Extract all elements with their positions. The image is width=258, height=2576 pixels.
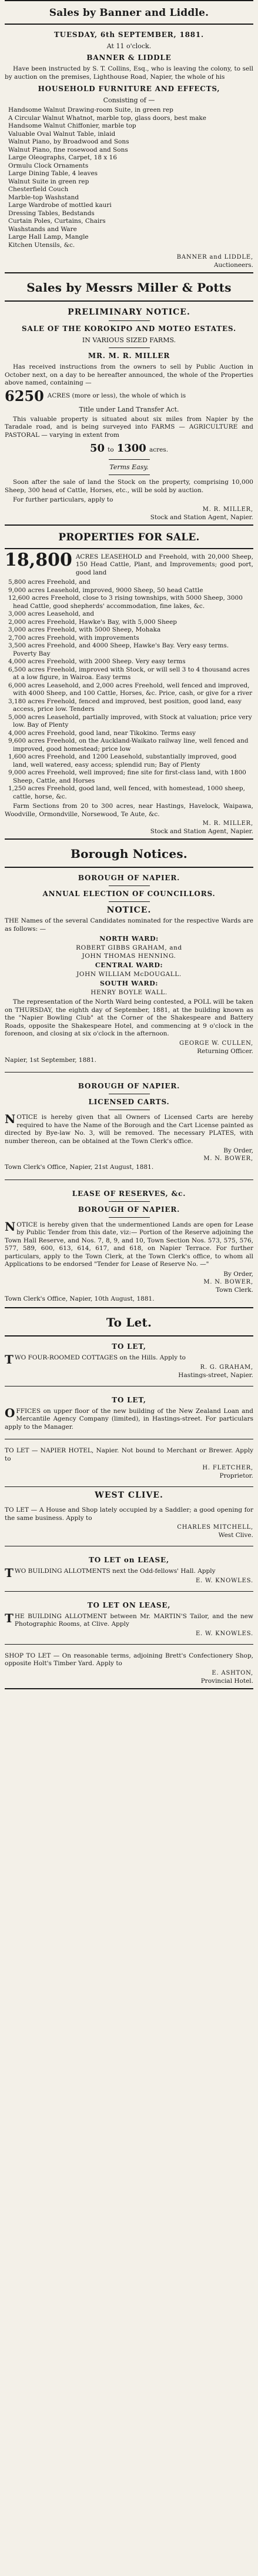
divider xyxy=(5,1644,253,1645)
banner-item-list xyxy=(5,106,253,249)
list-item: 9,000 acres Leasehold, improved, 9000 Sheep, 50 head Cattle xyxy=(8,586,203,594)
borough-b1-sub: ANNUAL ELECTION OF COUNCILLORS. xyxy=(42,890,216,898)
tolet-shop xyxy=(5,1648,253,1688)
list-item: 1,250 acres Freehold, good land, well fenced, with homestead, 1000 sheep, cattle, horse, &c. xyxy=(8,785,245,800)
list-item: 3,000 acres Leasehold, and xyxy=(8,610,95,617)
divider xyxy=(109,901,150,902)
list-item: Handsome Walnut Chiffonier, marble top xyxy=(8,122,136,129)
list-item: Curtain Poles, Curtains, Chairs xyxy=(8,218,106,225)
bottom-rule xyxy=(5,1688,253,1689)
tolet-a7-sig1: E. ASHTON, xyxy=(212,1669,253,1676)
divider xyxy=(109,1217,150,1218)
list-item: 3,000 acres Freehold, with 5000 Sheep, Mohaka xyxy=(8,626,161,633)
west-clive-header: WEST CLIVE. xyxy=(95,1491,163,1500)
south-ward-candidates xyxy=(5,988,253,997)
list-item: 2,000 acres Freehold, Hawke's Bay, with 5,000 Sheep xyxy=(8,618,177,626)
tolet-cottages xyxy=(5,1337,253,1382)
north-ward-label: NORTH WARD: xyxy=(99,935,159,943)
borough-b3-date: Town Clerk's Office, Napier, 10th August, 1881. xyxy=(5,1295,155,1302)
banner-signature: BANNER and LIDDLE, xyxy=(176,254,253,260)
miller-range-unit: acres. xyxy=(149,446,169,453)
properties-header: PROPERTIES FOR SALE. xyxy=(58,531,200,543)
tolet-a3-sig2: Proprietor. xyxy=(219,1472,253,1479)
divider xyxy=(109,1201,150,1202)
tolet-hotel xyxy=(5,1443,253,1483)
tolet-a4-sig1: CHARLES MITCHELL, xyxy=(177,1524,253,1531)
list-item: Large Hall Lamp, Mangle xyxy=(8,233,89,240)
miller-acres-row xyxy=(5,389,253,403)
tolet-offices xyxy=(5,1390,253,1436)
banner-consisting: Consisting of — xyxy=(103,96,155,104)
list-item: Large Wardrobe of mottled kauri xyxy=(8,202,112,209)
tolet-a4-sig2: West Clive. xyxy=(218,1532,253,1539)
miller-sig1: M. R. MILLER, xyxy=(202,506,253,513)
properties-sig1: M. R. MILLER, xyxy=(202,820,253,827)
list-item: 9,000 acres Freehold, well improved; fine site for first-class land, with 1800 Sheep, Cattle, and Horses xyxy=(8,769,246,784)
list-item: 6,500 acres Freehold, improved with Stock, or will sell 3 to 4 thousand acres at a low figure, in Wairoa. Easy terms xyxy=(8,666,250,681)
banner-header: Sales by Banner and Liddle. xyxy=(49,7,209,19)
tolet-a2-body: OFFICES on upper floor of the new building of the New Zealand Loan and Mercantile Agency Company (limited), in Hastings-street. For particulars apply to the Manager. xyxy=(5,1405,253,1431)
central-ward-candidates xyxy=(5,970,253,978)
miller-particulars: For further particulars, apply to xyxy=(13,496,113,503)
candidate-name: JOHN THOMAS HENNING. xyxy=(82,953,176,960)
candidate-name: ROBERT GIBBS GRAHAM, and xyxy=(76,944,182,951)
list-item: Walnut Piano, by Broadwood and Sons xyxy=(8,138,129,145)
divider xyxy=(109,320,150,321)
borough-lease-notice xyxy=(5,1184,253,1308)
tolet-a1-sig1: R. G. GRAHAM, xyxy=(200,1364,253,1371)
candidate-name: HENRY BOYLE WALL. xyxy=(91,989,167,996)
list-item: 2,700 acres Freehold, with improvements xyxy=(8,634,139,642)
properties-farm-note: Farm Sections from 20 to 300 acres, near Hastings, Havelock, Waipawa, Woodville, Ormondville, Norsewood, Te Aute, &c. xyxy=(5,803,253,818)
miller-stock-note: Soon after the sale of land the Stock on the property, comprising 10,000 Sheep, 300 head of Cattle, Horses, etc., will be sold by auction. xyxy=(5,479,253,494)
properties-item-list xyxy=(5,579,253,801)
miller-ad xyxy=(5,302,253,524)
list-item: Walnut Suite in green rep xyxy=(8,178,89,185)
list-item: Walnut Piano, fine rosewood and Sons xyxy=(8,146,128,153)
tolet-a1-title: TO LET, xyxy=(112,1342,146,1351)
miller-notice-type: PRELIMINARY NOTICE. xyxy=(68,308,190,317)
borough-b3-body: NOTICE is hereby given that the undermentioned Lands are open for Lease by Public Tender from this date, viz:— Portion of the Reserve adjoining the Town Hall Reserve, and Nos. 7, 8, 9, and 10, Town Section Nos. 573, 575, 576, 577, 589, 600, 613, 614, 617, and 618, on Napier Terrace. For further particulars, apply to the Town Clerk, at the Town Clerk's office, to whom all Applications to be endorsed "Tender for Lease of Reserve No. —" xyxy=(5,1219,253,1268)
miller-agent: MR. M. R. MILLER xyxy=(88,352,170,360)
list-item: Valuable Oval Walnut Table, inlaid xyxy=(8,130,116,138)
list-item: Kitchen Utensils, &c. xyxy=(8,241,75,249)
borough-b1-sig2: Returning Officer. xyxy=(197,1047,253,1055)
tolet-saddler-shop xyxy=(5,1502,253,1542)
tolet-a6-title: TO LET ON LEASE, xyxy=(87,1601,171,1609)
borough-b3-sig-role: Town Clerk. xyxy=(216,1286,253,1294)
borough-b2-sub: LICENSED CARTS. xyxy=(88,1098,170,1106)
borough-b2-body: NOTICE is hereby given that all Owners of Licensed Carts are hereby required to have the Name of the Borough and the Cart License painted as directed by Bye-law No. 3, will be removed. The necessary PLATES, with number thereon, can be obtained at the Town Clerk's office. xyxy=(5,1112,253,1145)
tolet-a2-title: TO LET, xyxy=(112,1395,146,1404)
tolet-a5-sig: E. W. KNOWLES. xyxy=(195,1577,253,1584)
properties-lead-num: 18,800 xyxy=(5,549,72,570)
list-item: 3,500 acres Freehold, and 4000 Sheep, Hawke's Bay. Very easy terms. Poverty Bay xyxy=(8,642,229,657)
central-ward-label: CENTRAL WARD: xyxy=(95,961,163,969)
miller-sale-title: SALE OF THE KOROKIPO AND MOTEO ESTATES. xyxy=(22,325,236,333)
north-ward-candidates xyxy=(5,944,253,960)
list-item: Marble-top Washstand xyxy=(8,193,79,201)
borough-b3-title: LEASE OF RESERVES, &c. xyxy=(72,1189,186,1198)
list-item: 4,000 acres Freehold, good land, near Tikokino. Terms easy xyxy=(8,729,196,737)
list-item: 5,000 acres Leasehold, partially improved, with Stock at valuation; price very low. Bay of Plenty xyxy=(8,713,252,729)
banner-intro: Have been instructed by S. T. Collins, Esq., who is leaving the colony, to sell by auction on the premises, Lighthouse Road, Napier, the whole of his xyxy=(5,65,253,81)
tolet-building-allotment xyxy=(5,1595,253,1641)
tolet-a6-body: THE BUILDING ALLOTMENT between Mr. MARTIN'S Tailor, and the new Photographic Rooms, at Clive. Apply xyxy=(5,1611,253,1628)
list-item: 6,000 acres Leasehold, and 2,000 acres Freehold, well fenced and improved, with 4000 Sheep, and 100 Cattle, Horses, &c. Price, cash, or give for a river xyxy=(8,681,253,697)
tolet-allotments xyxy=(5,1550,253,1588)
list-item: 3,180 acres Freehold, fenced and improved, best position, good land, easy access, price low. Tenders xyxy=(8,697,242,713)
list-item: A Circular Walnut Whatnot, marble top, glass doors, best make xyxy=(8,114,206,122)
properties-lead-text: ACRES LEASEHOLD and Freehold, with 20,000 Sheep, 150 Head Cattle, Plant, and Improvements; good port, good land xyxy=(75,553,253,576)
divider xyxy=(5,1072,253,1073)
tolet-a6-sig: E. W. KNOWLES. xyxy=(195,1630,253,1637)
borough-carts-notice xyxy=(5,1076,253,1176)
banner-firm: BANNER & LIDDLE xyxy=(86,54,172,62)
list-item: 9,600 acres Freehold, on the Auckland-Waikato railway line, well fenced and improved, good homestead; price low xyxy=(8,737,249,753)
tolet-a4-body: TO LET — A House and Shop lately occupied by a Saddler; a good opening for the same business. Apply to xyxy=(5,1506,253,1522)
tolet-a1-sig2: Hastings-street, Napier. xyxy=(178,1371,253,1379)
miller-desc: This valuable property is situated about six miles from Napier by the Taradale road, and is being surveyed into FARMS — AGRICULTURE and PASTORAL — varying in extent from xyxy=(5,415,253,439)
borough-b1-title: BOROUGH OF NAPIER. xyxy=(78,874,180,882)
miller-land-act: Title under Land Transfer Act. xyxy=(79,405,179,413)
borough-b1-intro: THE Names of the several Candidates nominated for the respective Wards are as follows: — xyxy=(5,917,253,933)
list-item: Dressing Tables, Bedstands xyxy=(8,209,95,217)
list-item: Large Dining Table, 4 leaves xyxy=(8,170,98,177)
borough-b3-order: By Order, xyxy=(223,1270,253,1278)
miller-acres-num: 6250 xyxy=(5,387,44,405)
tolet-a5-title: TO LET on LEASE, xyxy=(89,1556,169,1564)
miller-sale-sub: IN VARIOUS SIZED FARMS. xyxy=(82,336,176,344)
miller-header: Sales by Messrs Miller & Potts xyxy=(26,280,232,295)
borough-b1-body: The representation of the North Ward being contested, a POLL will be taken on THURSDAY, the eighth day of September, 1881, at the building known as the "Napier Bowling Club" at the Corner of the Shakespeare and Battery Roads, opposite the Shakespeare Hotel, and commencing at 9 o'clock in the forenoon, and closing at six o'clock in the afternoon. xyxy=(5,998,253,1037)
miller-sig2: Stock and Station Agent, Napier. xyxy=(150,513,253,521)
borough-b2-sig: M. N. BOWER, xyxy=(203,1155,253,1162)
properties-sig2: Stock and Station Agent, Napier. xyxy=(150,828,253,835)
borough-b1-notice: NOTICE. xyxy=(106,906,152,915)
south-ward-label: SOUTH WARD: xyxy=(99,980,159,987)
properties-ad xyxy=(5,549,253,839)
borough-b2-date: Town Clerk's Office, Napier, 21st August, 1881. xyxy=(5,1164,154,1171)
miller-terms: Terms Easy. xyxy=(109,463,149,471)
tolet-a7-body: SHOP TO LET — On reasonable terms, adjoining Brett's Confectionery Shop, opposite Holt's Timber Yard. Apply to xyxy=(5,1652,253,1667)
divider xyxy=(5,1486,253,1487)
banner-time: At 11 o'clock. xyxy=(106,42,152,50)
list-item: Washstands and Ware xyxy=(8,225,77,233)
list-item: 12,600 acres Freehold, close to 3 rising townships, with 5000 Sheep, 3000 head Cattle, good shepherds' accommodation, fine lakes, &c. xyxy=(8,594,243,610)
miller-range-b: 1300 xyxy=(116,442,146,455)
banner-date: TUESDAY, 6th SEPTEMBER, 1881. xyxy=(53,31,205,39)
tolet-a3-body: TO LET — NAPIER HOTEL, Napier. Not bound to Merchant or Brewer. Apply to xyxy=(5,1447,253,1462)
tolet-a3-sig1: H. FLETCHER, xyxy=(202,1465,253,1471)
borough-b1-sig1: GEORGE W. CULLEN, xyxy=(179,1040,253,1047)
tolet-header: To Let. xyxy=(106,1315,152,1329)
list-item: Large Oleographs, Carpet, 18 x 16 xyxy=(8,154,118,161)
borough-election-notice xyxy=(5,868,253,1068)
borough-b2-title: BOROUGH OF NAPIER. xyxy=(78,1082,180,1090)
list-item: Ormulu Clock Ornaments xyxy=(8,162,89,169)
borough-b2-order: By Order, xyxy=(223,1147,253,1154)
properties-lead-row xyxy=(5,549,253,579)
banner-signature-role: Auctioneers. xyxy=(213,262,253,269)
banner-ad xyxy=(5,25,253,272)
tolet-a1-body: TWO FOUR-ROOMED COTTAGES on the Hills. Apply to xyxy=(5,1352,186,1366)
borough-b3-sig: M. N. BOWER, xyxy=(203,1278,253,1285)
list-item: 5,800 acres Freehold, and xyxy=(8,579,91,586)
miller-range xyxy=(5,442,253,456)
divider xyxy=(5,1591,253,1592)
miller-range-to: to xyxy=(108,446,114,453)
tolet-a7-sig2: Provincial Hotel. xyxy=(200,1677,253,1685)
banner-headline: HOUSEHOLD FURNITURE AND EFFECTS, xyxy=(38,85,220,93)
borough-b1-date: Napier, 1st September, 1881. xyxy=(5,1056,96,1064)
miller-body: Has received instructions from the owners to sell by Public Auction in October next, on a day to be hereafter announced, the whole of the Properties above named, containing — xyxy=(5,363,253,386)
newspaper-column xyxy=(5,0,253,2576)
list-item: Chesterfield Couch xyxy=(8,186,69,193)
miller-range-a: 50 xyxy=(89,442,105,455)
borough-header: Borough Notices. xyxy=(71,847,187,861)
borough-b3-title2: BOROUGH OF NAPIER. xyxy=(78,1205,180,1214)
tolet-a5-body: TWO BUILDING ALLOTMENTS next the Odd-fellows' Hall. Apply xyxy=(5,1566,216,1580)
list-item: 1,600 acres Freehold, and 1200 Leasehold, substantially improved, good land, well watered, easy access; splendid run; Bay of Plenty xyxy=(8,753,237,769)
list-item: 4,000 acres Freehold, with 2000 Sheep. Very easy terms xyxy=(8,658,186,665)
candidate-name: JOHN WILLIAM McDOUGALL. xyxy=(76,971,182,978)
divider xyxy=(109,459,150,460)
list-item: Handsome Walnut Drawing-room Suite, in green rep xyxy=(8,106,173,113)
miller-acres-text: ACRES (more or less), the whole of which is xyxy=(47,392,186,399)
